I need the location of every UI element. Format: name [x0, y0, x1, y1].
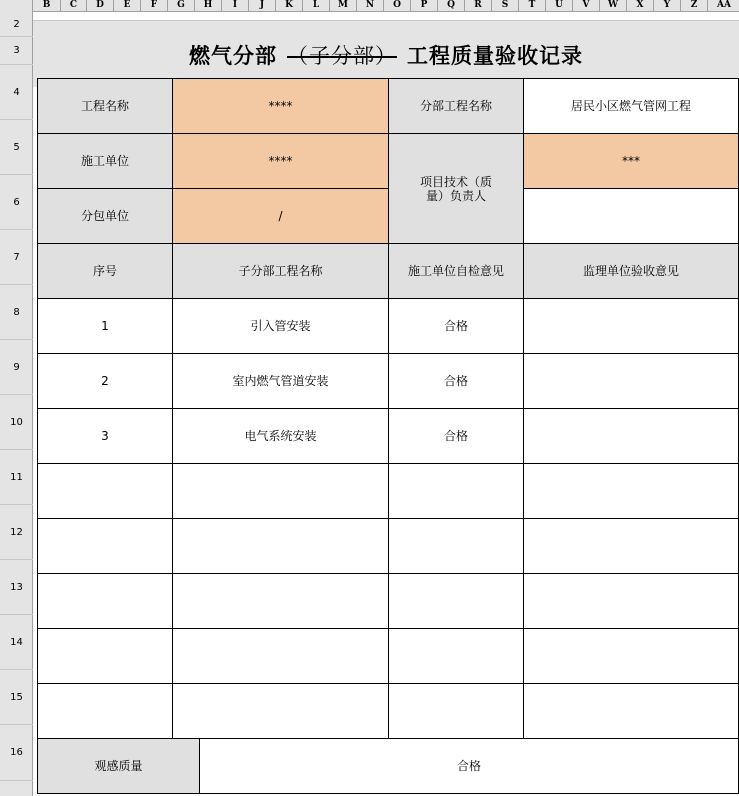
table-cell-index[interactable]: 1 [37, 298, 173, 354]
table-cell-sub-project-name[interactable]: 电气系统安装 [172, 408, 389, 464]
table-cell-index[interactable]: 3 [37, 408, 173, 464]
row-header[interactable]: 5 [0, 120, 33, 175]
table-cell-index[interactable] [37, 683, 173, 739]
table-cell-sub-project-name[interactable]: 引入管安装 [172, 298, 389, 354]
column-header[interactable]: H [195, 0, 222, 12]
quality-value[interactable]: 合格 [199, 738, 739, 794]
table-cell-supervisor-check[interactable] [523, 518, 739, 574]
column-header[interactable]: K [276, 0, 303, 12]
column-header[interactable]: G [168, 0, 195, 12]
row-header-bar [0, 12, 33, 796]
row-header[interactable]: 11 [0, 450, 33, 505]
column-header[interactable]: M [330, 0, 357, 12]
row-header[interactable]: 10 [0, 395, 33, 450]
table-cell-sub-project-name[interactable] [172, 628, 389, 684]
table-cell-supervisor-check[interactable] [523, 573, 739, 629]
subcontractor-value[interactable]: / [172, 188, 389, 244]
column-header[interactable]: Q [438, 0, 465, 12]
column-header[interactable]: X [627, 0, 654, 12]
column-header[interactable]: U [546, 0, 573, 12]
column-header[interactable]: E [114, 0, 141, 12]
table-cell-sub-project-name[interactable]: 室内燃气管道安装 [172, 353, 389, 409]
column-header[interactable]: Y [654, 0, 681, 12]
column-header[interactable]: P [411, 0, 438, 12]
column-header[interactable]: B [33, 0, 61, 12]
table-cell-sub-project-name[interactable] [172, 518, 389, 574]
table-cell-self-check[interactable]: 合格 [388, 353, 524, 409]
row-header[interactable]: 4 [0, 65, 33, 120]
table-cell-index[interactable]: 2 [37, 353, 173, 409]
column-header[interactable]: C [61, 0, 87, 12]
row-header[interactable]: 14 [0, 615, 33, 670]
row-header[interactable]: 13 [0, 560, 33, 615]
column-header[interactable]: T [519, 0, 546, 12]
row-header[interactable]: 9 [0, 340, 33, 395]
table-cell-supervisor-check[interactable] [523, 298, 739, 354]
project-name-label[interactable]: 工程名称 [37, 78, 173, 134]
column-header[interactable]: J [249, 0, 276, 12]
sub-project-value[interactable]: 居民小区燃气管网工程 [523, 78, 739, 134]
select-all-corner[interactable] [0, 0, 33, 12]
column-header[interactable]: V [573, 0, 600, 12]
column-header[interactable]: D [87, 0, 114, 12]
table-cell-self-check[interactable]: 合格 [388, 298, 524, 354]
table-cell-self-check[interactable] [388, 573, 524, 629]
tech-lead-label[interactable]: 项目技术（质量）负责人 [388, 133, 524, 244]
title-row [33, 20, 739, 87]
table-cell-index[interactable] [37, 573, 173, 629]
column-header[interactable]: R [465, 0, 492, 12]
row-header[interactable]: 7 [0, 230, 33, 285]
contractor-label[interactable]: 施工单位 [37, 133, 173, 189]
table-cell-index[interactable] [37, 628, 173, 684]
project-name-value[interactable]: **** [172, 78, 389, 134]
table-header-index[interactable]: 序号 [37, 243, 173, 299]
column-header[interactable]: W [600, 0, 627, 12]
table-cell-index[interactable] [37, 463, 173, 519]
column-header[interactable]: L [303, 0, 330, 12]
row-header[interactable]: 3 [0, 37, 33, 65]
table-cell-sub-project-name[interactable] [172, 683, 389, 739]
subcontractor-label[interactable]: 分包单位 [37, 188, 173, 244]
row-header[interactable]: 6 [0, 175, 33, 230]
column-header[interactable]: F [141, 0, 168, 12]
tech-lead-extra-cell[interactable] [523, 188, 739, 244]
table-cell-self-check[interactable] [388, 628, 524, 684]
table-header-supervisor-check[interactable]: 监理单位验收意见 [523, 243, 739, 299]
column-header[interactable]: S [492, 0, 519, 12]
row-header[interactable]: 12 [0, 505, 33, 560]
table-cell-supervisor-check[interactable] [523, 463, 739, 519]
column-header[interactable]: N [357, 0, 384, 12]
table-cell-supervisor-check[interactable] [523, 353, 739, 409]
row-header[interactable]: 8 [0, 285, 33, 340]
table-header-self-check[interactable]: 施工单位自检意见 [388, 243, 524, 299]
table-cell-self-check[interactable] [388, 463, 524, 519]
table-cell-self-check[interactable]: 合格 [388, 408, 524, 464]
spreadsheet-grid [33, 12, 739, 796]
contractor-value[interactable]: **** [172, 133, 389, 189]
table-cell-self-check[interactable] [388, 518, 524, 574]
column-header[interactable]: AA [708, 0, 739, 12]
table-cell-sub-project-name[interactable] [172, 463, 389, 519]
title-suffix: 工程质量验收记录 [407, 43, 583, 68]
column-header[interactable]: I [222, 0, 249, 12]
title-prefix: 燃气分部 [189, 43, 277, 68]
table-cell-self-check[interactable] [388, 683, 524, 739]
table-cell-supervisor-check[interactable] [523, 683, 739, 739]
table-cell-index[interactable] [37, 518, 173, 574]
quality-label[interactable]: 观感质量 [37, 738, 200, 794]
row-header[interactable]: 15 [0, 670, 33, 725]
column-header-bar [0, 0, 739, 12]
table-cell-supervisor-check[interactable] [523, 408, 739, 464]
table-cell-supervisor-check[interactable] [523, 628, 739, 684]
tech-lead-value[interactable]: *** [523, 133, 739, 189]
row-header[interactable]: 2 [0, 12, 33, 37]
column-header[interactable]: O [384, 0, 411, 12]
column-header[interactable]: Z [681, 0, 708, 12]
title-strike: （子分部） [287, 43, 397, 68]
table-cell-sub-project-name[interactable] [172, 573, 389, 629]
table-header-sub-project-name[interactable]: 子分部工程名称 [172, 243, 389, 299]
sub-project-label[interactable]: 分部工程名称 [388, 78, 524, 134]
row-header[interactable]: 16 [0, 725, 33, 781]
